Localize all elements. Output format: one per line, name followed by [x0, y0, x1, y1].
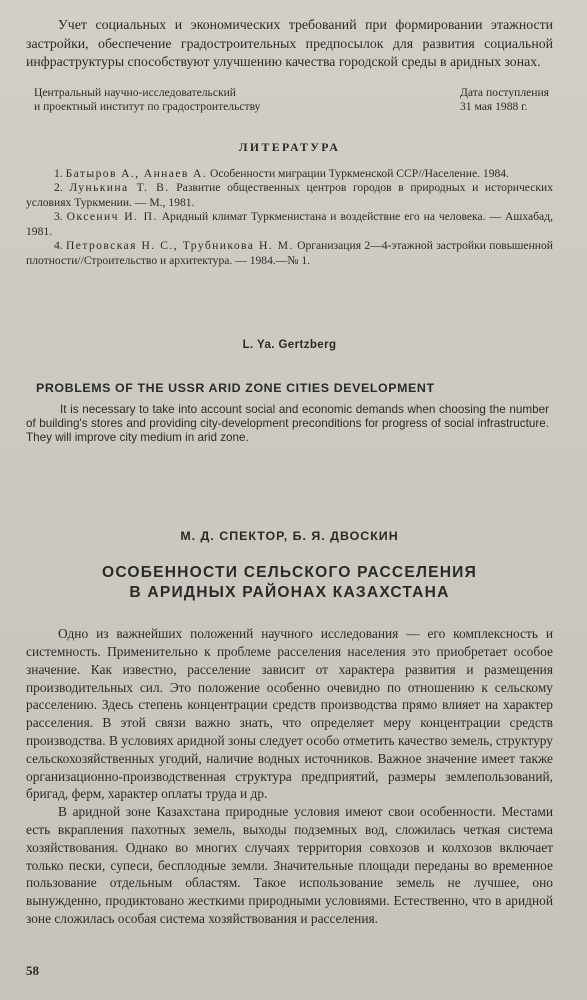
reference-author: Оксенич И. П.: [66, 210, 158, 224]
institution-line-1: Центральный научно-исследовательский: [34, 85, 237, 99]
reference-author: Батыров А., Аннаев А.: [65, 166, 208, 180]
reference-number: 2.: [54, 181, 63, 195]
reference-list: [26, 167, 553, 269]
reference-text: Особенности миграции Туркменской ССР//Население. 1984.: [210, 166, 509, 180]
reference-text: Организация 2—4-этажной застройки повышенной плотности//Строительство и архитектура. — 1984.—№ 1.: [26, 239, 553, 268]
english-author: L. Ya. Gertzberg: [242, 338, 337, 351]
article-title: [26, 563, 553, 603]
reference-text: Развитие общественных центров городов в природных и исторических условиях Туркмении. — М., 1981.: [26, 181, 553, 209]
body-paragraph: В аридной зоне Казахстана природные условия имеют свои особенности. Местами есть вкрапления пахотных земель, выходы подземных вод, сложилась четкая система хозяйствования. Однако во многих случаях территория совхозов и колхозов включает только пески, супеси, бесплодные земли. Значительные площади переданы во временное пользование отдельным областям. Такое использование земель не лучшее, оно вынужденно, продиктовано жесткими природными условиями. Естественно, что в аридной зоне сложилась особая система хозяйствования и расселения.: [26, 804, 553, 927]
literature-heading: ЛИТЕРАТУРА: [238, 139, 341, 154]
institution-line-2: и проектный институт по градостроительству: [34, 99, 261, 113]
reference-item: [26, 210, 553, 239]
reference-author: Петровская Н. С., Трубникова Н. М.: [66, 239, 294, 253]
page-number: 58: [26, 963, 39, 978]
received-value: 31 мая 1988 г.: [459, 99, 528, 113]
reference-item: [26, 181, 553, 210]
reference-number: 1.: [54, 166, 63, 180]
english-abstract: It is necessary to take into account social and economic demands when choosing the number of building's stores and providing city-development preconditions for progress of social infrastructure. They will improve city medium in arid zone.: [26, 402, 549, 445]
received-label: Дата поступления: [459, 85, 549, 99]
institution: [26, 86, 260, 114]
reference-item: [26, 167, 553, 182]
article-authors: М. Д. СПЕКТОР, Б. Я. ДВОСКИН: [180, 529, 399, 544]
article-title-line-2: В АРИДНЫХ РАЙОНАХ КАЗАХСТАНА: [129, 584, 450, 602]
received-date: [460, 86, 553, 114]
reference-number: 3.: [54, 210, 63, 224]
reference-author: Лунькина Т. В.: [69, 181, 170, 195]
reference-item: [26, 239, 553, 268]
reference-text: Аридный климат Туркменистана и воздействие его на человека. — Ашхабад, 1981.: [26, 210, 553, 238]
reference-number: 4.: [54, 239, 63, 253]
english-title: PROBLEMS OF THE USSR ARID ZONE CITIES DEVELOPMENT: [36, 380, 435, 395]
article-body: [26, 625, 553, 928]
body-paragraph: Одно из важнейших положений научного исследования — его комплексность и системность. Применительно к проблеме расселения населения это приобретает особое значение. Как известно, расселение зависит от характера развития и размещения производительных сил. Это положение особенно очевидно по отношению к сельскому расселению. Здесь степень концентрации средств производства прямо влияет на характер расселения. В этой связи важно знать, что определяет меру концентрации средств производства. В условиях аридной зоны следует особо отметить качество земель, структуру сельскохозяйственных угодий, наличие водных источников. Важное значение имеет также организационно-производственная структура предприятий, размеры землепользований, бригад, ферм, характер оплаты труда и др.: [26, 626, 553, 802]
intro-paragraph: Учет социальных и экономических требований при формировании этажности застройки, обеспечение градостроительных предпосылок для развития социальной инфраструктуры способствуют улучшению качества городской среды в аридных зонах.: [26, 17, 553, 69]
article-meta: [26, 86, 553, 114]
article-title-line-1: ОСОБЕННОСТИ СЕЛЬСКОГО РАССЕЛЕНИЯ: [101, 564, 477, 582]
